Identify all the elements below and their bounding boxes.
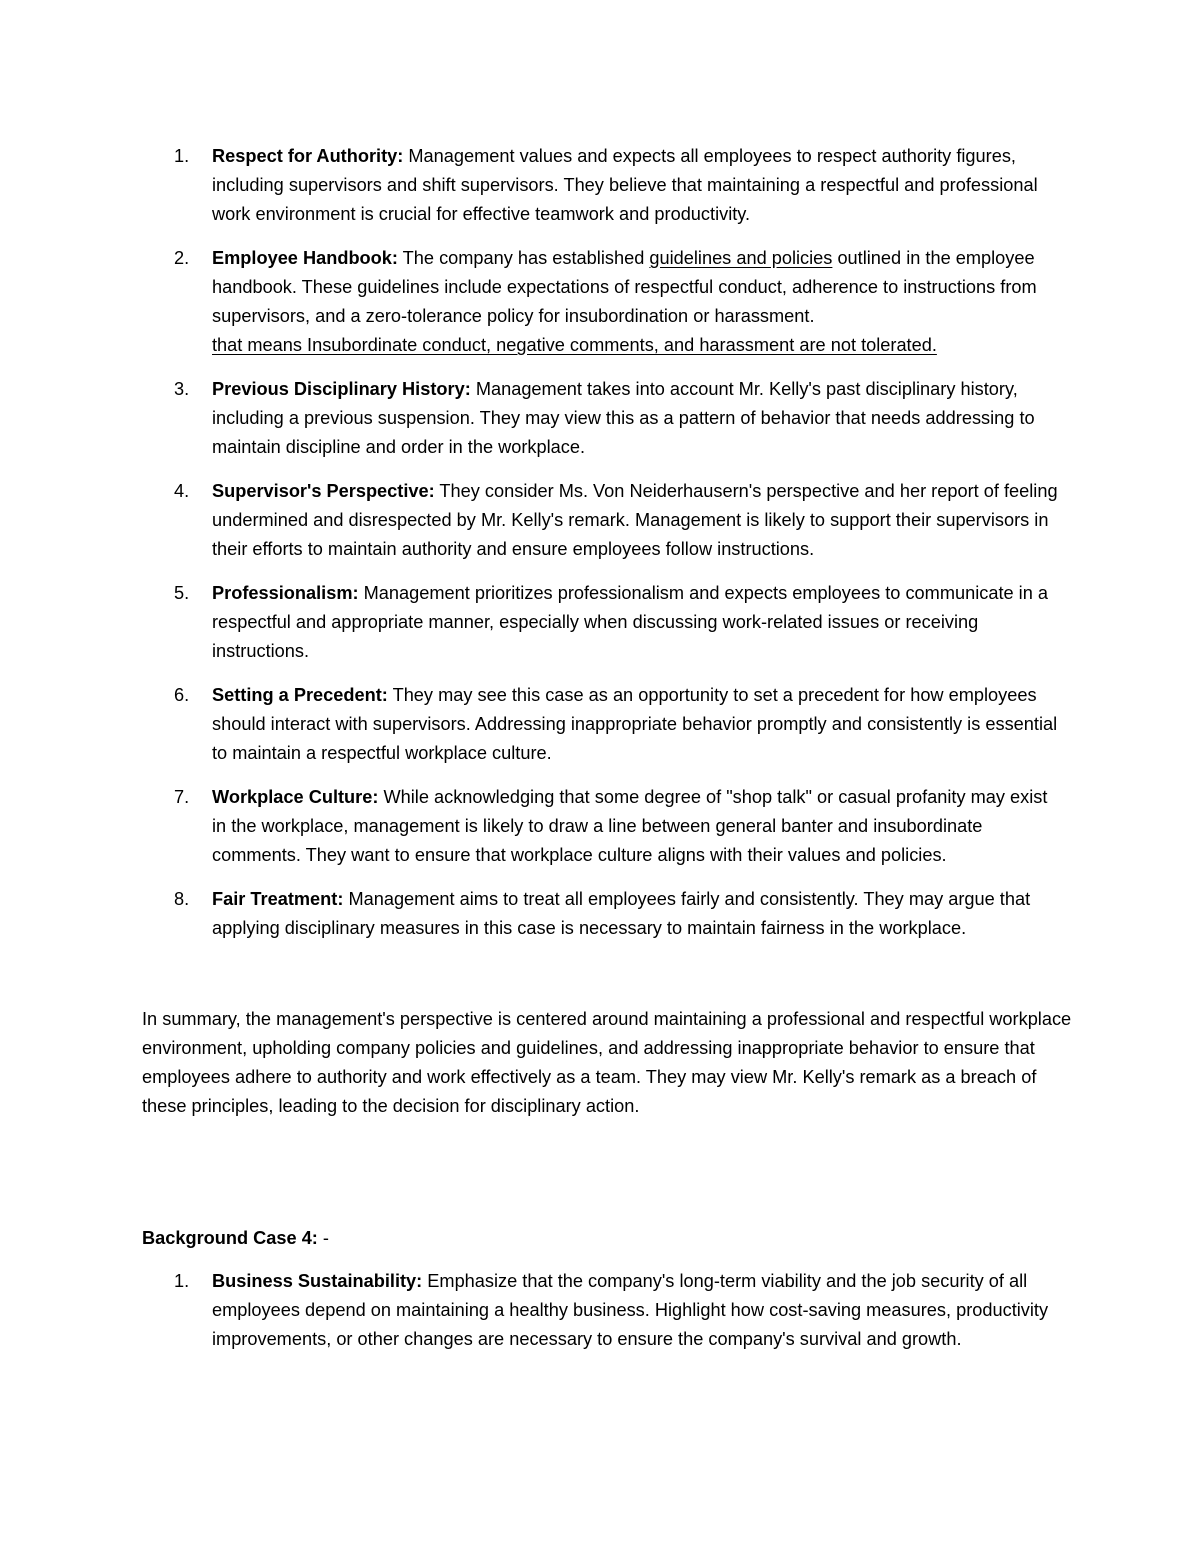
item-text: While acknowledging that some degree of "shop talk" or casual profanity may exist in the workplace, management is likely to draw a line between general banter and insubordinate comments. They want to ensure that workplace culture aligns with their values and policies. [212, 787, 1048, 865]
item-lead: Setting a Precedent: [212, 685, 388, 705]
background-case-4-list [142, 1267, 1062, 1369]
item-lead: Employee Handbook: [212, 248, 398, 268]
list-number: 1. [174, 1271, 190, 1291]
list-number: 8. [174, 889, 190, 909]
list-number: 1. [174, 146, 190, 166]
list-item [142, 477, 1062, 564]
list-item [142, 783, 1062, 870]
list-number: 4. [174, 481, 190, 501]
list-number: 3. [174, 379, 190, 399]
list-number: 2. [174, 248, 190, 268]
management-perspective-list [142, 142, 1062, 958]
item-lead: Workplace Culture: [212, 787, 379, 807]
underlined-sentence: that means Insubordinate conduct, negative comments, and harassment are not tolerated. [212, 335, 937, 355]
list-number: 6. [174, 685, 190, 705]
section-heading-suffix: - [317, 1228, 329, 1248]
item-lead: Respect for Authority: [212, 146, 404, 166]
list-item [142, 1267, 1062, 1354]
item-text: The company has established [397, 248, 650, 268]
item-text: They consider Ms. Von Neiderhausern's perspective and her report of feeling undermined and disrespected by Mr. Kelly's remark. Management is likely to support their supervisors in their efforts to maintain authority and ensure employees follow instructions. [212, 481, 1058, 559]
item-text: Management takes into account Mr. Kelly's past disciplinary history, including a previous suspension. They may view this as a pattern of behavior that needs addressing to maintain discipline and order in the workplace. [212, 379, 1035, 457]
item-text: outlined in the employee handbook. These guidelines include expectations of respectful conduct, adherence to instructions from supervisors, and a zero-tolerance policy for insubordination or harassment. [212, 248, 1037, 326]
section-heading-title: Background Case 4: [142, 1228, 318, 1248]
list-item [142, 885, 1062, 943]
item-text: Emphasize that the company's long-term viability and the job security of all employees depend on maintaining a healthy business. Highlight how cost-saving measures, productivity improvements, or other changes are necessary to ensure the company's survival and growth. [212, 1271, 1049, 1349]
item-text: Management values and expects all employees to respect authority figures, including supervisors and shift supervisors. They believe that maintaining a respectful and professional work environment is crucial for effective teamwork and productivity. [212, 146, 1038, 224]
list-number: 7. [174, 787, 190, 807]
item-lead: Business Sustainability: [212, 1271, 423, 1291]
item-text: Management aims to treat all employees fairly and consistently. They may argue that applying disciplinary measures in this case is necessary to maintain fairness in the workplace. [212, 889, 1031, 938]
list-item [142, 579, 1062, 666]
list-item [142, 142, 1062, 229]
item-lead: Supervisor's Perspective: [212, 481, 435, 501]
list-number: 5. [174, 583, 190, 603]
list-item [142, 244, 1062, 360]
item-lead: Previous Disciplinary History: [212, 379, 471, 399]
item-lead: Fair Treatment: [212, 889, 344, 909]
section-heading [142, 1224, 329, 1253]
list-item [142, 375, 1062, 462]
item-text: They may see this case as an opportunity to set a precedent for how employees should interact with supervisors. Addressing inappropriate behavior promptly and consistently is essential to maintain a respectful workplace culture. [212, 685, 1058, 763]
summary-paragraph: In summary, the management's perspective is centered around maintaining a professional and respectful workplace environment, upholding company policies and guidelines, and addressing inappropriate behavior to ensure that employees adhere to authority and work effectively as a team. They may view Mr. Kelly's remark as a breach of these principles, leading to the decision for disciplinary action. [142, 1009, 1072, 1116]
underlined-phrase: guidelines and policies [649, 248, 833, 268]
item-text: Management prioritizes professionalism and expects employees to communicate in a respectful and appropriate manner, especially when discussing work-related issues or receiving instructions. [212, 583, 1049, 661]
item-lead: Professionalism: [212, 583, 359, 603]
list-item [142, 681, 1062, 768]
